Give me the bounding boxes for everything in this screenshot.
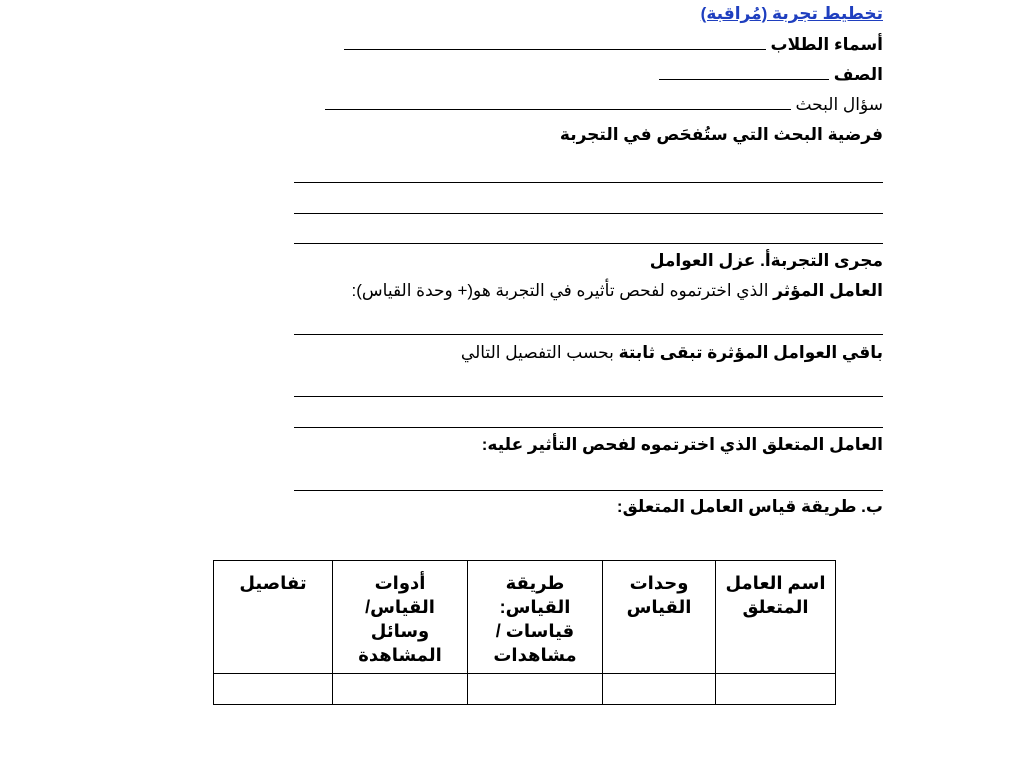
independent-variable-label: العامل المؤثر (773, 281, 883, 300)
class-label: الصف (833, 65, 883, 84)
worksheet-title-row (701, 3, 883, 25)
measurement-method-label: ب. طريقة قياس العامل المتعلق: (616, 497, 883, 516)
table-row (214, 674, 836, 705)
research-question-blank[interactable] (325, 95, 791, 110)
students-names-blank[interactable] (344, 35, 766, 50)
worksheet-title[interactable]: تخطيط تجربة (مُراقبة) (700, 4, 883, 23)
procedure-row (650, 250, 883, 272)
table-header-row (214, 561, 836, 674)
header-tools: أدوات القياس/ وسائل المشاهدة (333, 561, 468, 674)
header-dependent-name: اسم العامل المتعلق (716, 561, 836, 674)
header-details: تفاصيل (214, 561, 333, 674)
research-question-row (325, 94, 883, 116)
class-row (659, 64, 883, 86)
independent-variable-line[interactable] (294, 334, 883, 335)
hypothesis-line-3[interactable] (294, 243, 883, 244)
table-cell[interactable] (333, 674, 468, 705)
constants-line-2[interactable] (294, 427, 883, 428)
constants-label: باقي العوامل المؤثرة تبقى ثابتة (618, 343, 883, 362)
table-cell[interactable] (716, 674, 836, 705)
dependent-variable-row (482, 434, 883, 456)
hypothesis-line-1[interactable] (294, 182, 883, 183)
students-names-row (344, 34, 883, 56)
hypothesis-line-2[interactable] (294, 213, 883, 214)
measurement-method-row (617, 496, 883, 518)
table-cell[interactable] (468, 674, 603, 705)
constants-line-1[interactable] (294, 396, 883, 397)
table-cell[interactable] (603, 674, 716, 705)
research-question-label: سؤال البحث (795, 95, 883, 114)
measurement-table (213, 560, 836, 705)
hypothesis-label: فرضية البحث التي ستُفحَص في التجربة (559, 125, 883, 144)
hypothesis-row (560, 124, 883, 146)
constants-row (461, 342, 883, 364)
independent-variable-text: الذي اخترتموه لفحص تأثيره في التجربة هو(+ وحدة القياس): (351, 281, 774, 300)
header-method: طريقة القياس: قياسات / مشاهدات (468, 561, 603, 674)
procedure-heading: مجرى التجربةأ. عزل العوامل (649, 251, 883, 270)
students-names-label: أسماء الطلاب (770, 35, 883, 54)
class-blank[interactable] (659, 65, 829, 80)
constants-text: بحسب التفصيل التالي (460, 343, 619, 362)
dependent-variable-line[interactable] (294, 490, 883, 491)
dependent-variable-label: العامل المتعلق الذي اخترتموه لفحص التأثير عليه: (481, 435, 883, 454)
header-units: وحدات القياس (603, 561, 716, 674)
table-cell[interactable] (214, 674, 333, 705)
independent-variable-row (352, 280, 883, 302)
